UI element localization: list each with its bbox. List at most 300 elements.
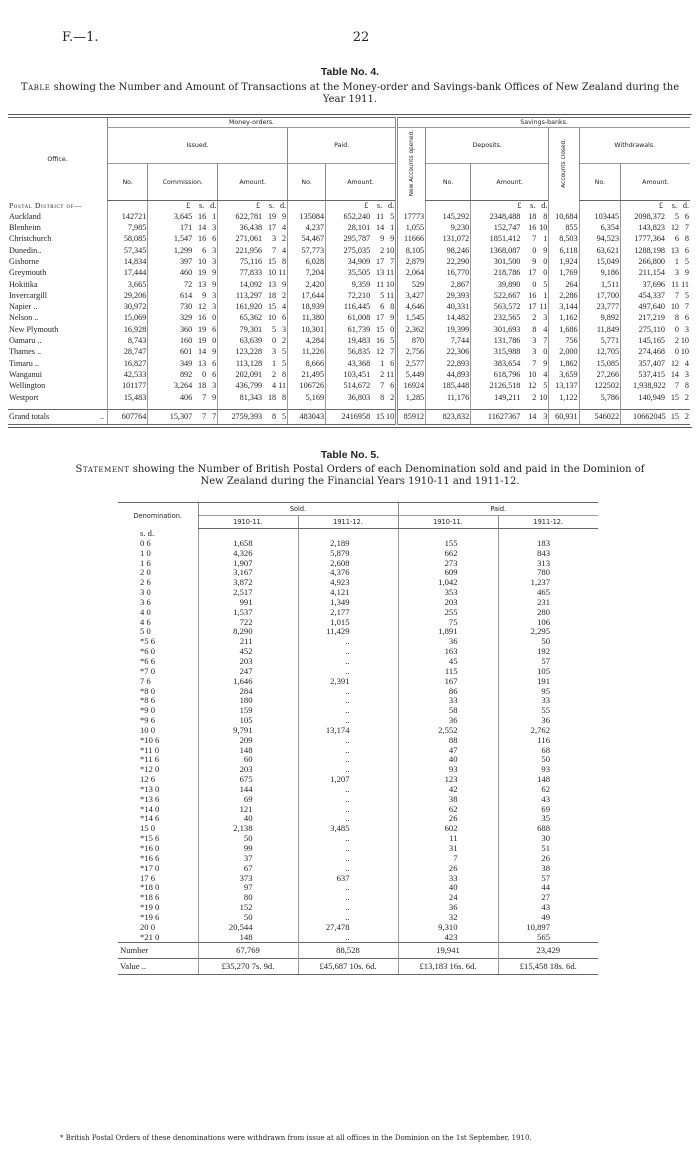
- pence: 3: [212, 245, 217, 255]
- paid-1910-11: 62: [398, 805, 498, 815]
- sold-header: Sold.: [198, 503, 398, 516]
- pounds: 116,445: [343, 302, 371, 312]
- denomination: *14 6: [140, 813, 160, 824]
- shillings: 7: [202, 392, 207, 402]
- sold-1910-11: 50: [198, 834, 298, 844]
- commission: [148, 324, 218, 335]
- pence: 10: [385, 279, 395, 289]
- office-row: [8, 245, 690, 256]
- paid-1910-11: 11: [398, 834, 498, 844]
- sold-1910-11: 8,290: [198, 627, 298, 637]
- pence: 8: [390, 302, 395, 312]
- withdrawals-no: 15,085: [579, 358, 620, 369]
- pounds: 217,219: [638, 313, 665, 323]
- issued-no: 16,928: [108, 324, 148, 335]
- commission: [148, 222, 218, 233]
- pence: 8: [282, 392, 287, 402]
- new-accounts: 85912: [397, 409, 426, 424]
- commission-units: [148, 200, 218, 211]
- shillings: 7: [674, 381, 679, 391]
- commission: [148, 392, 218, 403]
- sold-1911-12: ..: [298, 687, 398, 697]
- pence: 8: [282, 369, 287, 379]
- pence: 2: [282, 234, 287, 244]
- pounds: 43,368: [347, 358, 371, 368]
- denomination: *12 0: [140, 764, 160, 775]
- denomination-row: [118, 687, 598, 697]
- shillings: 4: [272, 381, 277, 391]
- shillings: 14: [198, 347, 207, 357]
- sold-1911-12: 1,349: [298, 598, 398, 608]
- sold-1911-header: 1911-12.: [298, 516, 398, 529]
- office-row: [8, 392, 690, 403]
- paid-no: 21,495: [288, 369, 326, 380]
- withdrawals-no: 5,771: [579, 335, 620, 346]
- pence: 10: [680, 336, 689, 346]
- sold-1910-11: 121: [198, 805, 298, 815]
- withdrawals-amount: [621, 392, 690, 403]
- pounds: 36,438: [239, 223, 263, 233]
- paid-1911-12: 183: [498, 539, 598, 549]
- shillings: 13: [375, 268, 385, 278]
- sold-1910-11: 159: [198, 706, 298, 716]
- denomination-row: [118, 696, 598, 706]
- pounds: 202,091: [235, 369, 263, 379]
- shillings: 6: [202, 245, 207, 255]
- paid-1910-11: 58: [398, 706, 498, 716]
- sold-1910-11: 4,326: [198, 549, 298, 559]
- office-name-text: Invercargill: [9, 290, 48, 300]
- withdrawals-amount: [621, 279, 690, 290]
- paid-1910-11: 662: [398, 549, 498, 559]
- withdrawals-no: 27,266: [579, 369, 620, 380]
- office-row: [8, 267, 690, 278]
- sold-1910-11: 50: [198, 913, 298, 923]
- shillings: 15: [267, 257, 277, 266]
- denomination-row: [118, 874, 598, 884]
- table5: [118, 502, 598, 975]
- shillings: 12: [670, 358, 679, 368]
- sold-1911-12: ..: [298, 785, 398, 795]
- pence: 11: [539, 302, 548, 312]
- withdrawals-header: Withdrawals.: [579, 128, 690, 164]
- shillings: 17: [528, 302, 537, 312]
- pounds: 266,800: [638, 257, 665, 266]
- shillings: 18: [198, 381, 207, 391]
- shillings: 14: [670, 369, 679, 379]
- shillings: 17: [375, 257, 385, 266]
- withdrawals-no: 12,705: [579, 346, 620, 357]
- sold-1911-12: ..: [298, 814, 398, 824]
- pence: 9: [282, 211, 287, 221]
- pence: 5: [684, 290, 689, 300]
- issued-no: 17,444: [108, 267, 148, 278]
- table4-caption-lead: Table: [20, 82, 51, 93]
- pounds: 9,359: [351, 279, 371, 289]
- pounds: 301,500: [493, 257, 521, 266]
- paid-no: 11,226: [288, 346, 326, 357]
- withdrawals-no: 23,777: [579, 301, 620, 312]
- denomination: *19 0: [140, 902, 160, 913]
- withdrawals-no: 5,786: [579, 392, 620, 403]
- paid-no: 11,380: [288, 312, 326, 323]
- shillings: 12: [198, 302, 207, 312]
- issued-no: 607764: [108, 409, 148, 424]
- pounds: 357,407: [638, 358, 665, 368]
- commission: [148, 290, 218, 301]
- accounts-closed: 2,000: [549, 346, 579, 357]
- shillings: 9: [202, 290, 207, 300]
- district-label: [8, 200, 108, 211]
- deposits-amount: [471, 290, 549, 301]
- sold-1910-11: 203: [198, 657, 298, 667]
- pounds: 383,654: [493, 358, 521, 368]
- paid-1911-12: 62: [498, 785, 598, 795]
- paid-1910-11: 602: [398, 824, 498, 834]
- unit-pence: d.: [388, 200, 395, 210]
- pounds: 37,696: [642, 279, 665, 289]
- shillings: 8: [532, 324, 537, 334]
- shillings: 13: [198, 358, 207, 368]
- denomination-row: [118, 677, 598, 687]
- issued-amount: [218, 267, 288, 278]
- issued-amount-header: Amount.: [218, 164, 288, 200]
- pence: 11: [386, 369, 395, 379]
- unit-shillings: s.: [268, 200, 275, 210]
- paid-1910-11: 163: [398, 647, 498, 657]
- sold-1910-11: 180: [198, 696, 298, 706]
- denomination: 5 0: [140, 626, 151, 637]
- denomination-row: [118, 647, 598, 657]
- new-accounts: 870: [397, 335, 426, 346]
- denomination-row: [118, 637, 598, 647]
- accounts-closed: 855: [549, 222, 579, 233]
- sold-1910-11: 144: [198, 785, 298, 795]
- pence: 9: [282, 279, 287, 289]
- sold-1910-11: 105: [198, 716, 298, 726]
- sold-1911-12: 4,121: [298, 588, 398, 598]
- new-accounts: 5,449: [397, 369, 426, 380]
- shillings: 15: [267, 302, 277, 312]
- commission: [148, 369, 218, 380]
- paid-1910-11: 255: [398, 608, 498, 618]
- office-name: [8, 335, 108, 346]
- issued-no: 3,665: [108, 279, 148, 290]
- shillings: 19: [198, 324, 207, 334]
- deposits-no: 22,306: [426, 346, 471, 357]
- pounds: 618,796: [493, 369, 521, 379]
- denomination: 17 6: [140, 872, 156, 883]
- deposits-no: 7,744: [426, 335, 471, 346]
- pounds: 160: [179, 336, 193, 346]
- pence: 10: [539, 392, 548, 402]
- denomination: 4 0: [140, 606, 151, 617]
- paid-1911-12: 843: [498, 549, 598, 559]
- sold-1911-12: 3,485: [298, 824, 398, 834]
- pence: 6: [212, 358, 217, 368]
- shillings: 10: [198, 257, 207, 266]
- sold-1911-12: ..: [298, 765, 398, 775]
- paid-amount: [326, 335, 397, 346]
- unit-pounds: £: [256, 200, 261, 210]
- withdrawals-amount: [621, 380, 690, 391]
- office-row: [8, 380, 690, 391]
- withdrawals-amount-header: Amount.: [621, 164, 690, 200]
- denomination: *11 6: [140, 754, 160, 765]
- pounds: 2416958: [341, 411, 371, 421]
- pounds: 537,415: [638, 369, 665, 379]
- shillings: 16: [528, 290, 537, 300]
- shillings: 7: [532, 358, 537, 368]
- shillings: 5: [272, 324, 277, 334]
- office-name: [8, 245, 108, 256]
- pounds: 39,890: [497, 279, 521, 289]
- sold-1911-12: ..: [298, 736, 398, 746]
- paid-no: 54,467: [288, 233, 326, 244]
- pence: 4: [282, 245, 287, 255]
- denomination-row: [118, 627, 598, 637]
- paid-amount: [326, 233, 397, 244]
- paid-1910-11: 42: [398, 785, 498, 795]
- pence: 3: [543, 411, 548, 421]
- pence: 5: [684, 257, 689, 266]
- sold-1911-12: ..: [298, 647, 398, 657]
- denomination: *14 0: [140, 803, 160, 814]
- office-name-text: Wellington: [9, 381, 46, 391]
- paid-1910-11: 47: [398, 746, 498, 756]
- withdrawals-no: 11,849: [579, 324, 620, 335]
- denomination-row: [118, 608, 598, 618]
- sold-1911-12: 5,879: [298, 549, 398, 559]
- pence: 7: [390, 257, 395, 266]
- paid-1911-12: 465: [498, 588, 598, 598]
- grand-total-row: [8, 409, 690, 424]
- shillings: 16: [528, 223, 537, 233]
- pence: 3: [212, 381, 217, 391]
- deposits-no: 2,867: [426, 279, 471, 290]
- table5-caption-text: showing the Number of British Postal Orders of each Denomination sold and paid in the Dominion of New Zealand during the Financial Years 1910-11 and 1911-12.: [129, 464, 645, 487]
- denomination: *5 6: [140, 636, 156, 647]
- pounds: 563,572: [493, 302, 521, 312]
- unit-pounds: £: [186, 200, 191, 210]
- shillings: 2: [380, 245, 385, 255]
- pounds: 601: [179, 347, 193, 357]
- sold-1910-11: 211: [198, 637, 298, 647]
- pence: 0: [543, 347, 548, 357]
- shillings: 0: [532, 279, 537, 289]
- pounds: 81,343: [239, 392, 263, 402]
- office-row: [8, 279, 690, 290]
- pence: 1: [212, 211, 217, 221]
- sold-1910-11: 40: [198, 814, 298, 824]
- sold-1910-11: 3,872: [198, 578, 298, 588]
- deposits-amount: [471, 233, 549, 244]
- units-blank: [397, 200, 426, 211]
- denomination-row: [118, 539, 598, 549]
- issued-no: 14,834: [108, 256, 148, 267]
- paid-1910-11: 36: [398, 637, 498, 647]
- sold-1910-11: 99: [198, 844, 298, 854]
- shillings: 18: [267, 290, 277, 300]
- shillings: 16: [198, 234, 207, 244]
- sold-1910-11: 284: [198, 687, 298, 697]
- paid-1911-12: 688: [498, 824, 598, 834]
- shillings: 8: [380, 392, 385, 402]
- office-row: [8, 233, 690, 244]
- deposits-amount: [471, 301, 549, 312]
- commission: [148, 245, 218, 256]
- new-accounts: 4,646: [397, 301, 426, 312]
- denomination-row: [118, 814, 598, 824]
- paid-1911-12: 26: [498, 854, 598, 864]
- pounds: 301,693: [493, 324, 521, 334]
- paid-amount: [326, 409, 397, 424]
- denomination-row: [118, 923, 598, 933]
- office-name: [8, 290, 108, 301]
- pence: 4: [543, 324, 548, 334]
- paid-1911-12: 148: [498, 775, 598, 785]
- paid-amount: [326, 380, 397, 391]
- withdrawals-no: 122502: [579, 380, 620, 391]
- new-accounts: 2,879: [397, 256, 426, 267]
- sold-1910-11: 722: [198, 618, 298, 628]
- pounds: 1851,412: [489, 234, 521, 244]
- pence: 6: [684, 245, 689, 255]
- denomination: *15 6: [140, 833, 160, 844]
- pounds: 34,909: [347, 257, 371, 266]
- paid-no: 4,284: [288, 335, 326, 346]
- pounds: 61,739: [347, 324, 371, 334]
- pence: 3: [684, 369, 689, 379]
- pence: 8: [684, 234, 689, 244]
- pence: 1: [543, 290, 548, 300]
- shillings: 9: [380, 234, 385, 244]
- new-accounts: 16924: [397, 380, 426, 391]
- paid-1911-12: 35: [498, 814, 598, 824]
- shillings: 16: [198, 211, 207, 221]
- pounds: 1368,087: [489, 245, 521, 255]
- paid-1911-12: 57: [498, 657, 598, 667]
- denomination-row: [118, 568, 598, 578]
- accounts-closed: 3,144: [549, 301, 579, 312]
- denomination-row: [118, 775, 598, 785]
- denomination-row: [118, 736, 598, 746]
- sold-1911-12: ..: [298, 805, 398, 815]
- deposits-no: 22,893: [426, 358, 471, 369]
- paid-1910-11: 1,042: [398, 578, 498, 588]
- paid-1910-11: 115: [398, 667, 498, 677]
- report-code: F.—1.: [62, 30, 99, 45]
- sold-1911-12: ..: [298, 637, 398, 647]
- units-deposits-amount: [491, 201, 547, 210]
- sold-1910-11: 67: [198, 864, 298, 874]
- paid-1910-11: 40: [398, 755, 498, 765]
- pence: 0: [390, 324, 395, 334]
- denomination-row: [118, 716, 598, 726]
- pence: 5: [282, 358, 287, 368]
- issued-amount: [218, 211, 288, 222]
- denomination: *16 6: [140, 852, 160, 863]
- paid-1910-11: 36: [398, 903, 498, 913]
- withdrawals-amount: [621, 369, 690, 380]
- accounts-closed: 1,862: [549, 358, 579, 369]
- pounds: 28,101: [347, 223, 371, 233]
- office-row: [8, 290, 690, 301]
- office-name-text: Timaru ..: [9, 358, 39, 368]
- paid-1910-11: 353: [398, 588, 498, 598]
- denomination-header: Denomination.: [118, 503, 198, 529]
- shillings: 12: [670, 223, 679, 233]
- shillings: 7: [272, 245, 277, 255]
- pounds: 349: [179, 358, 193, 368]
- pounds: 2126,518: [489, 381, 521, 391]
- sold-1911-12: 4,376: [298, 568, 398, 578]
- accounts-closed: 10,684: [549, 211, 579, 222]
- table4-caption-text: showing the Number and Amount of Transactions at the Money-order and Savings-bank Offices of New Zealand during the Year 1911.: [50, 82, 680, 105]
- office-name: [8, 392, 108, 403]
- sold-1910-11: 1,658: [198, 539, 298, 549]
- paid-amount: [326, 290, 397, 301]
- pence: 6: [212, 324, 217, 334]
- pounds: 454,337: [638, 290, 665, 300]
- issued-no: 101177: [108, 380, 148, 391]
- sold-1911-12: 13,174: [298, 726, 398, 736]
- withdrawals-amount: [621, 335, 690, 346]
- paid-1910-11: 26: [398, 864, 498, 874]
- table4-body: [8, 200, 690, 424]
- unit-pounds: £: [658, 200, 663, 210]
- pence: 9: [212, 392, 217, 402]
- shillings: 14: [528, 411, 537, 421]
- sold-1911-12: 637: [298, 874, 398, 884]
- sold-1910-11: 9,791: [198, 726, 298, 736]
- issued-no-header: No.: [108, 164, 148, 200]
- commission: [148, 301, 218, 312]
- office-name: [8, 346, 108, 357]
- shillings: 3: [532, 336, 537, 346]
- withdrawals-amount: [621, 222, 690, 233]
- denomination-row: [118, 706, 598, 716]
- office-row: [8, 324, 690, 335]
- paid-1911-12: 50: [498, 755, 598, 765]
- denomination: *10 6: [140, 734, 160, 745]
- shillings: 0: [674, 324, 679, 334]
- number-paid-1911-12: 23,429: [498, 943, 598, 959]
- paid-1910-11: 9,310: [398, 923, 498, 933]
- office-name: [8, 369, 108, 380]
- number-paid-1910-11: 19,941: [398, 943, 498, 959]
- accounts-closed: 3,659: [549, 369, 579, 380]
- shillings: 8: [272, 411, 277, 421]
- value-denomination: Value ..: [118, 959, 198, 975]
- new-accounts-header-text: New Accounts opened.: [408, 130, 415, 197]
- denomination-row: [118, 933, 598, 943]
- issued-amount: [218, 369, 288, 380]
- pence: 9: [543, 245, 548, 255]
- denomination: 3 0: [140, 587, 151, 598]
- paid-1911-12: 44: [498, 883, 598, 893]
- pounds: 77,833: [239, 268, 263, 278]
- pounds: 171: [179, 223, 193, 233]
- footnote: * British Postal Orders of these denominations were withdrawn from issue at all offices in the Dominion on the 1st September, 1910.: [60, 1134, 532, 1142]
- value-paid-1911-12: £15,458 18s. 6d.: [498, 959, 598, 975]
- shillings: 15: [670, 392, 679, 402]
- sold-1910-11: 1,646: [198, 677, 298, 687]
- unit-pence: d.: [280, 200, 287, 210]
- pence: 8: [684, 381, 689, 391]
- issued-no: 30,972: [108, 301, 148, 312]
- pounds: 113,128: [235, 358, 263, 368]
